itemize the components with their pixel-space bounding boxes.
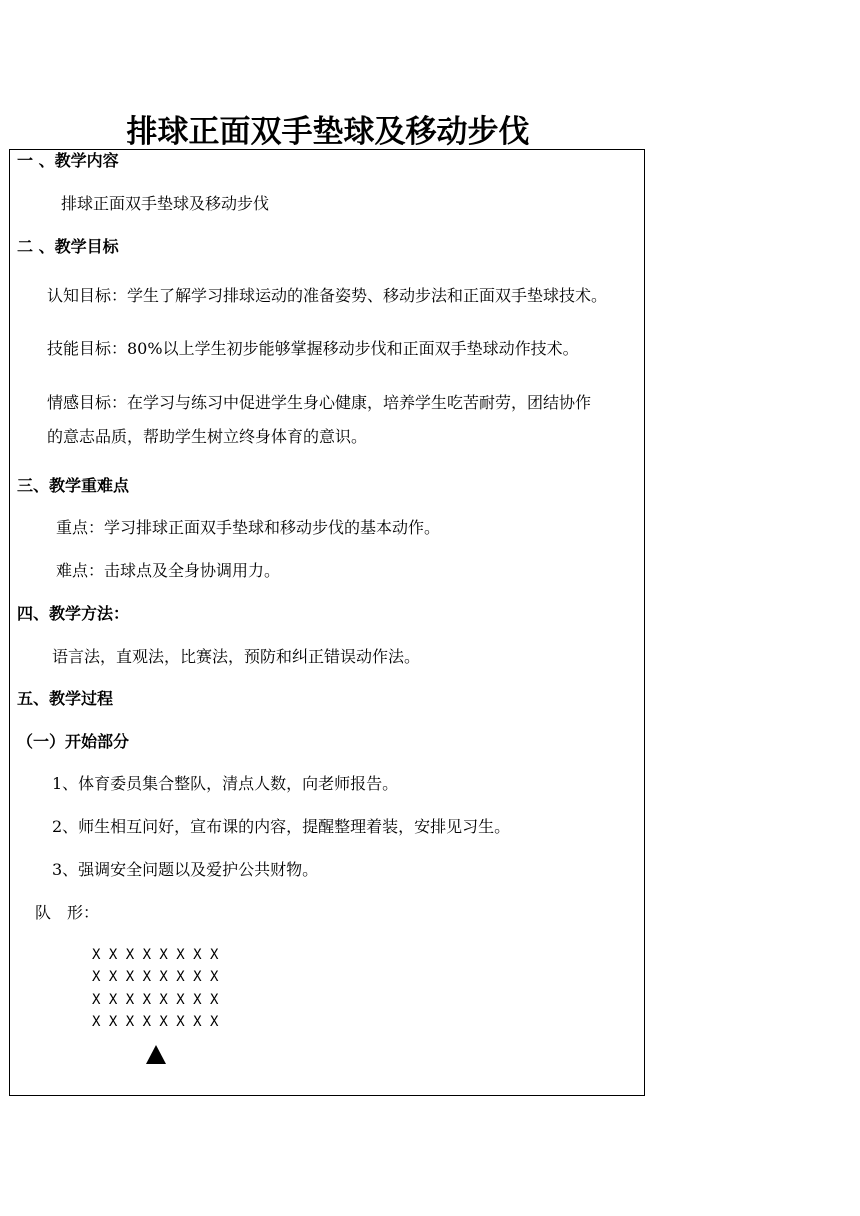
section-heading-content: 一 、教学内容: [17, 151, 119, 170]
section-heading-method: 四、教学方法：: [17, 604, 130, 623]
start-part-heading: （一）开始部分: [17, 732, 130, 751]
goal-skill: 技能目标：80%以上学生初步能够掌握移动步伐和正面双手垫球动作技术。: [47, 339, 579, 358]
step-3: 3、强调安全问题以及爱护公共财物。: [52, 860, 319, 879]
formation-row: X X X X X X X X: [92, 1014, 219, 1030]
section-heading-key: 三、教学重难点: [17, 476, 130, 495]
step-2: 2、师生相互问好，宣布课的内容，提醒整理着装，安排见习生。: [52, 817, 511, 836]
key-point: 重点：学习排球正面双手垫球和移动步伐的基本动作。: [56, 518, 441, 537]
goal-emotion-line1: 情感目标：在学习与练习中促进学生身心健康，培养学生吃苦耐劳，团结协作: [47, 393, 592, 412]
method-text: 语言法，直观法，比赛法，预防和纠正错误动作法。: [52, 647, 421, 666]
content-text: 排球正面双手垫球及移动步伐: [61, 194, 270, 213]
section-heading-process: 五、教学过程: [17, 689, 114, 708]
document-title: 排球正面双手垫球及移动步伐: [126, 114, 530, 150]
formation-row: X X X X X X X X: [92, 992, 219, 1008]
section-heading-goals: 二 、教学目标: [17, 237, 119, 256]
formation-row: X X X X X X X X: [92, 969, 219, 985]
step-1: 1、体育委员集合整队，清点人数，向老师报告。: [52, 774, 399, 793]
goal-emotion-line2: 的意志品质，帮助学生树立终身体育的意识。: [47, 427, 368, 446]
hard-point: 难点：击球点及全身协调用力。: [56, 561, 281, 580]
formation-label: 队 形：: [35, 903, 100, 922]
goal-cognitive: 认知目标：学生了解学习排球运动的准备姿势、移动步法和正面双手垫球技术。: [47, 286, 608, 305]
teacher-position-triangle-icon: [146, 1045, 166, 1064]
formation-row: X X X X X X X X: [92, 947, 219, 963]
